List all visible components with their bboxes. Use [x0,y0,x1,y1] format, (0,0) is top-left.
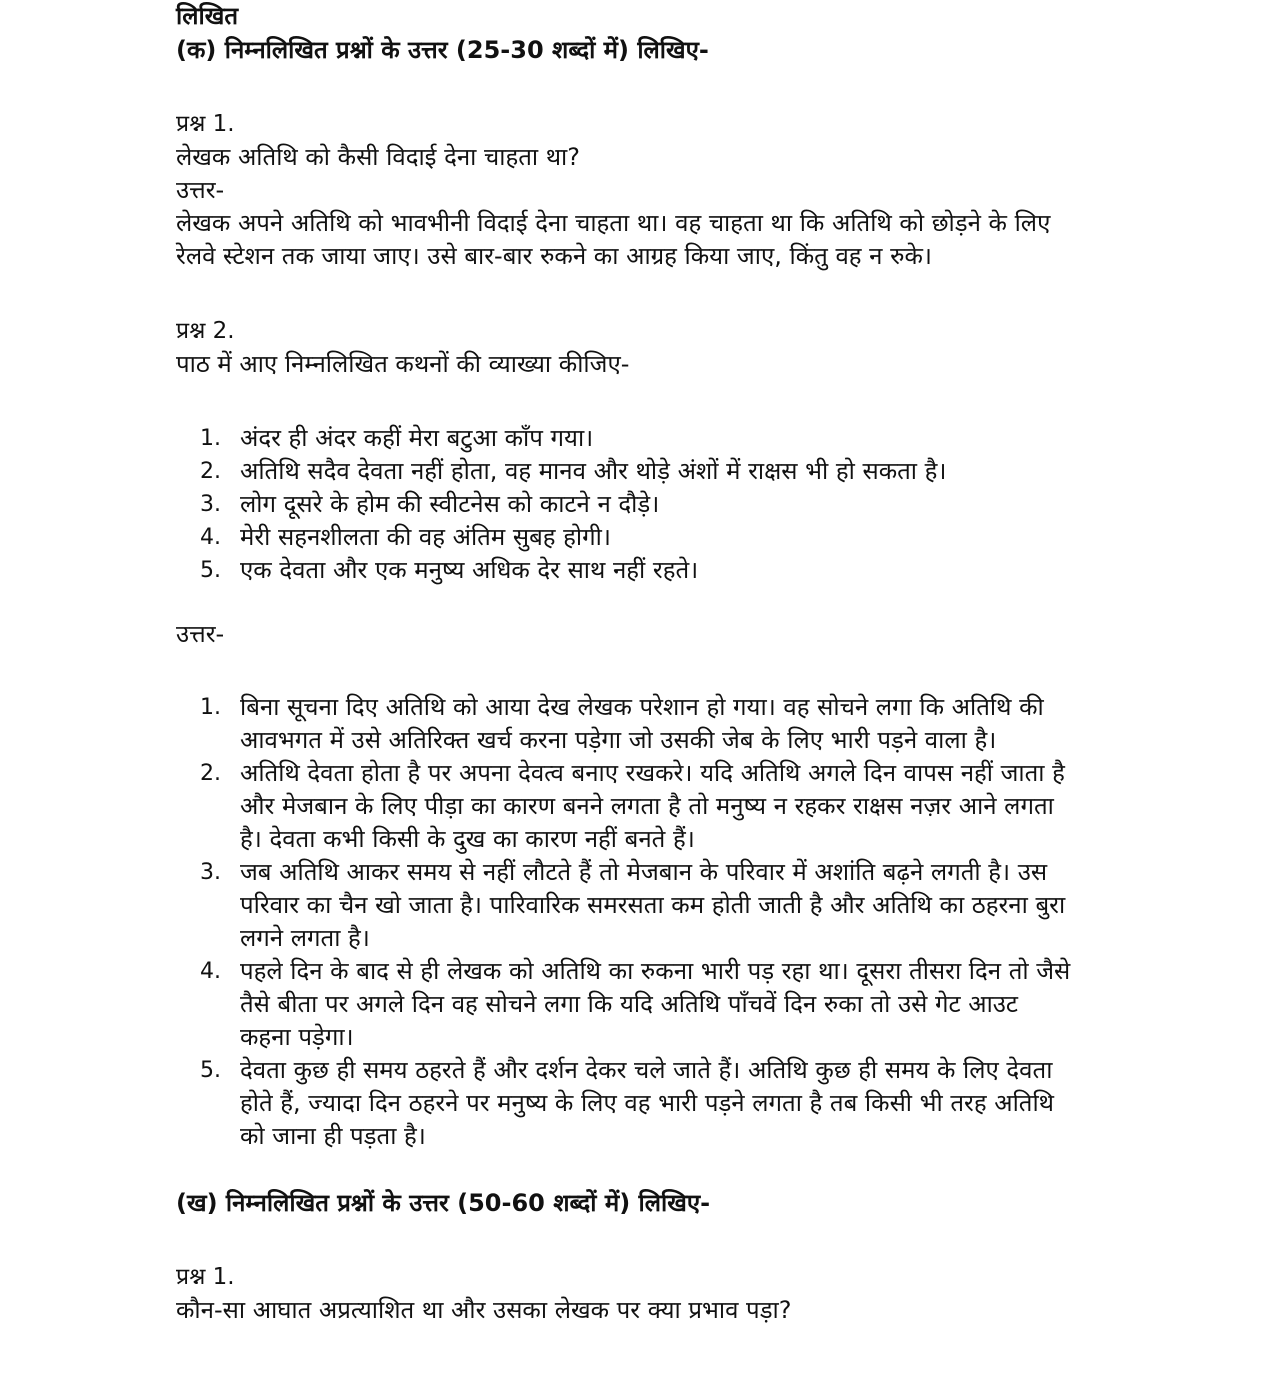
list-item [176,955,1176,1054]
part-a-q1-answer-line: रेलवे स्टेशन तक जाया जाए। उसे बार-बार रुकने का आग्रह किया जाए, किंतु वह न रुके। [176,242,932,270]
list-item-text: अंदर ही अंदर कहीं मेरा बटुआ काँप गया। [240,424,594,452]
list-item [176,757,1176,856]
list-item-text: लोग दूसरे के होम की स्वीटनेस को काटने न दौड़े। [240,490,660,518]
part-a-q1-label: प्रश्न 1. [176,111,235,137]
list-item [176,1054,1176,1153]
part-a-q1-answer-label: उत्तर- [176,176,225,204]
answer-line: पहले दिन के बाद से ही लेखक को अतिथि का रुकना भारी पड़ रहा था। दूसरा तीसरा दिन तो जैसे [240,957,1071,985]
list-number: 2. [200,459,221,484]
statement-list [176,422,1166,587]
part-a-q2-question: पाठ में आए निम्नलिखित कथनों की व्याख्या कीजिए- [176,350,630,378]
answer-line: को जाना ही पड़ता है। [240,1122,426,1150]
answer-line: देवता कुछ ही समय ठहरते हैं और दर्शन देकर चले जाते हैं। अतिथि कुछ ही समय के लिए देवता [240,1056,1053,1084]
list-number: 3. [200,492,221,517]
part-a-heading: (क) निम्नलिखित प्रश्नों के उत्तर (25-30 शब्दों में) लिखिए- [176,36,709,64]
answer-line: होते हैं, ज्यादा दिन ठहरने पर मनुष्य के लिए वह भारी पड़ने लगता है तब किसी भी तरह अतिथि [240,1089,1055,1117]
list-item [176,455,1166,488]
list-item [176,691,1176,757]
list-item [176,856,1176,955]
section-label: लिखित [176,2,239,30]
part-b-heading: (ख) निम्नलिखित प्रश्नों के उत्तर (50-60 शब्दों में) लिखिए- [176,1189,711,1217]
list-number: 2. [200,761,221,786]
list-number: 5. [200,558,221,583]
answer-line: है। देवता कभी किसी के दुख का कारण नहीं बनते हैं। [240,825,695,853]
answer-line: परिवार का चैन खो जाता है। पारिवारिक समरसता कम होती जाती है और अतिथि का ठहरना बुरा [240,891,1066,919]
list-number: 4. [200,525,221,550]
answer-list [176,691,1176,1153]
answer-line: बिना सूचना दिए अतिथि को आया देख लेखक परेशान हो गया। वह सोचने लगा कि अतिथि की [240,693,1044,721]
part-a-q2-label: प्रश्न 2. [176,318,235,344]
part-b-q1-question: कौन-सा आघात अप्रत्याशित था और उसका लेखक पर क्या प्रभाव पड़ा? [176,1296,792,1324]
list-number: 4. [200,959,221,984]
list-item-text: एक देवता और एक मनुष्य अधिक देर साथ नहीं रहते। [240,556,699,584]
list-item-text: अतिथि सदैव देवता नहीं होता, वह मानव और थोड़े अंशों में राक्षस भी हो सकता है। [240,457,947,485]
list-number: 5. [200,1058,221,1083]
answer-line: अतिथि देवता होता है पर अपना देवत्व बनाए रखकरे। यदि अतिथि अगले दिन वापस नहीं जाता है [240,759,1065,787]
answer-line: और मेजबान के लिए पीड़ा का कारण बनने लगता है तो मनुष्य न रहकर राक्षस नज़र आने लगता [240,792,1054,820]
list-item [176,488,1166,521]
answer-line: तैसे बीता पर अगले दिन वह सोचने लगा कि यदि अतिथि पाँचवें दिन रुका तो उसे गेट आउट [240,990,1019,1018]
answer-line: लगने लगता है। [240,924,370,952]
part-a-q2-answer-label: उत्तर- [176,620,225,648]
part-b-q1-label: प्रश्न 1. [176,1264,235,1290]
list-item [176,422,1166,455]
answer-line: कहना पड़ेगा। [240,1023,354,1051]
list-number: 1. [200,426,221,451]
list-item [176,554,1166,587]
part-a-q1-answer-line: लेखक अपने अतिथि को भावभीनी विदाई देना चाहता था। वह चाहता था कि अतिथि को छोड़ने के लिए [176,209,1051,237]
answer-line: आवभगत में उसे अतिरिक्त खर्च करना पड़ेगा जो उसकी जेब के लिए भारी पड़ने वाला है। [240,726,997,754]
list-number: 3. [200,860,221,885]
answer-line: जब अतिथि आकर समय से नहीं लौटते हैं तो मेजबान के परिवार में अशांति बढ़ने लगती है। उस [240,858,1048,886]
list-item-text: मेरी सहनशीलता की वह अंतिम सुबह होगी। [240,523,611,551]
list-item [176,521,1166,554]
part-a-q1-question: लेखक अतिथि को कैसी विदाई देना चाहता था? [176,143,581,171]
list-number: 1. [200,695,221,720]
